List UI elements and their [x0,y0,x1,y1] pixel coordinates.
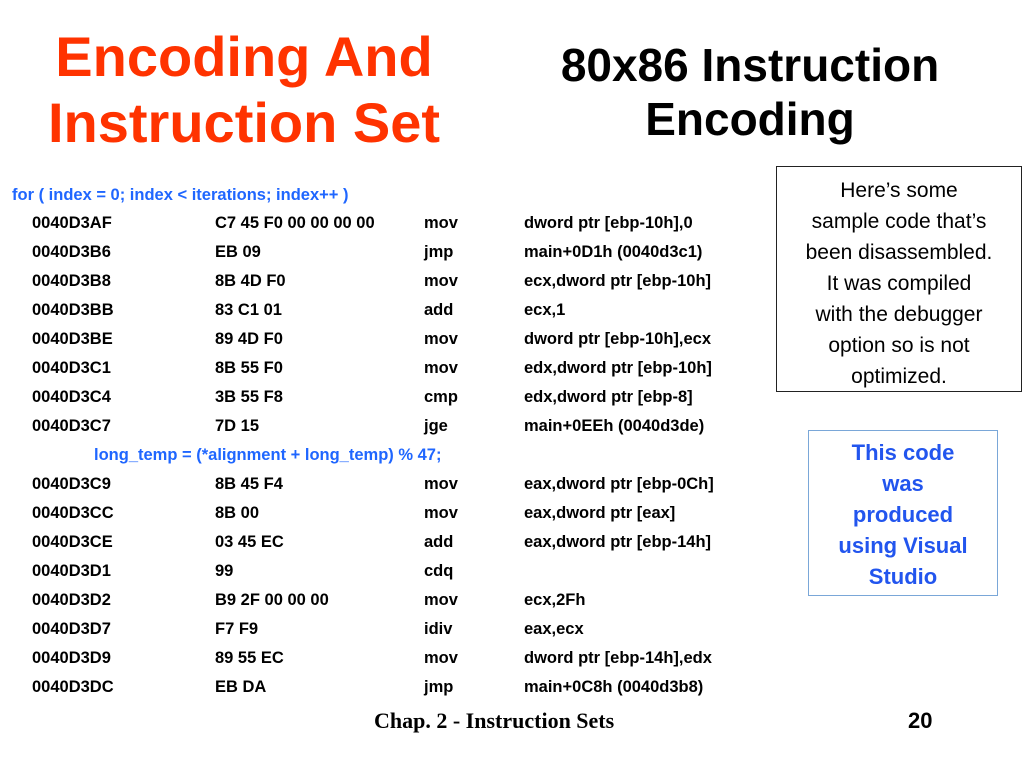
instruction-bytes: B9 2F 00 00 00 [215,591,329,609]
instruction-address: 0040D3C4 [32,388,111,406]
instruction-address: 0040D3AF [32,214,112,232]
instruction-mnemonic: add [424,533,454,551]
instruction-mnemonic: mov [424,272,458,290]
instruction-bytes: 3B 55 F8 [215,388,283,406]
instruction-address: 0040D3C7 [32,417,111,435]
instruction-address: 0040D3D1 [32,562,111,580]
note-line: with the debugger [815,303,983,326]
instruction-operands: eax,dword ptr [eax] [524,504,676,522]
instruction-operands: ecx,1 [524,301,566,319]
slide-subtitle-line-2: Encoding [645,93,855,145]
instruction-mnemonic: mov [424,330,458,348]
instruction-address: 0040D3BE [32,330,113,348]
instruction-mnemonic: jmp [424,243,454,261]
vs-note-line: This code [851,440,955,465]
instruction-operands: ecx,2Fh [524,591,586,609]
instruction-address: 0040D3CC [32,504,114,522]
instruction-operands: edx,dword ptr [ebp-8] [524,388,693,406]
instruction-mnemonic: jmp [424,678,454,696]
instruction-address: 0040D3DC [32,678,114,696]
instruction-mnemonic: mov [424,591,458,609]
page-number: 20 [908,708,933,733]
instruction-address: 0040D3B8 [32,272,111,290]
slide-title [14,24,474,156]
instruction-address: 0040D3BB [32,301,114,319]
slide-title-line-2: Instruction Set [47,91,441,154]
instruction-bytes: 8B 45 F4 [215,475,283,493]
instruction-mnemonic: cdq [424,562,454,580]
instruction-bytes: C7 45 F0 00 00 00 00 [215,214,375,232]
instruction-address: 0040D3B6 [32,243,111,261]
instruction-address: 0040D3D7 [32,620,111,638]
instruction-mnemonic: mov [424,649,458,667]
instruction-mnemonic: cmp [424,388,458,406]
footer-chapter: Chap. 2 - Instruction Sets [374,708,615,733]
instruction-bytes: 8B 4D F0 [215,272,286,290]
note-line: sample code that’s [811,210,987,233]
source-line-for-loop: for ( index = 0; index < iterations; index++ ) [12,186,349,204]
vs-note-line: produced [852,502,954,527]
instruction-operands: dword ptr [ebp-10h],0 [524,214,693,232]
instruction-bytes: 7D 15 [215,417,260,435]
instruction-address: 0040D3C1 [32,359,111,377]
instruction-operands: dword ptr [ebp-14h],edx [524,649,712,667]
instruction-address: 0040D3CE [32,533,113,551]
note-line: It was compiled [826,272,972,295]
instruction-bytes: 8B 00 [215,504,260,522]
instruction-bytes: 99 [215,562,234,580]
slide-subtitle-line-1: 80x86 Instruction [560,39,940,91]
instruction-mnemonic: mov [424,359,458,377]
vs-note-line: using Visual [838,533,968,558]
instruction-bytes: 8B 55 F0 [215,359,283,377]
vs-note-line: Studio [868,564,938,589]
instruction-bytes: EB 09 [215,243,261,261]
instruction-bytes: 89 4D F0 [215,330,283,348]
instruction-operands: edx,dword ptr [ebp-10h] [524,359,712,377]
note-box [776,166,1022,392]
instruction-operands: main+0EEh (0040d3de) [524,417,705,435]
instruction-operands: eax,dword ptr [ebp-14h] [524,533,712,551]
instruction-operands: main+0C8h (0040d3b8) [524,678,704,696]
instruction-mnemonic: add [424,301,454,319]
instruction-operands: eax,dword ptr [ebp-0Ch] [524,475,714,493]
note-line: optimized. [851,365,947,388]
note-line: option so is not [828,334,970,357]
visual-studio-note-box [808,430,998,596]
instruction-bytes: 89 55 EC [215,649,284,667]
instruction-bytes: EB DA [215,678,267,696]
instruction-operands: main+0D1h (0040d3c1) [524,243,703,261]
instruction-bytes: 83 C1 01 [215,301,282,319]
note-line: been disassembled. [805,241,993,264]
instruction-bytes: 03 45 EC [215,533,284,551]
instruction-operands: dword ptr [ebp-10h],ecx [524,330,712,348]
instruction-address: 0040D3D9 [32,649,111,667]
slide-subtitle [520,38,980,146]
note-line: Here’s some [840,179,958,202]
instruction-address: 0040D3C9 [32,475,111,493]
instruction-mnemonic: mov [424,504,458,522]
instruction-mnemonic: jge [424,417,448,435]
instruction-address: 0040D3D2 [32,591,111,609]
instruction-mnemonic: mov [424,475,458,493]
source-line-long-temp: long_temp = (*alignment + long_temp) % 47; [94,446,442,464]
vs-note-line: was [882,471,924,496]
instruction-mnemonic: idiv [424,620,453,638]
instruction-operands: ecx,dword ptr [ebp-10h] [524,272,712,290]
instruction-bytes: F7 F9 [215,620,259,638]
instruction-operands: eax,ecx [524,620,584,638]
instruction-mnemonic: mov [424,214,458,232]
slide-title-line-1: Encoding And [55,25,433,88]
